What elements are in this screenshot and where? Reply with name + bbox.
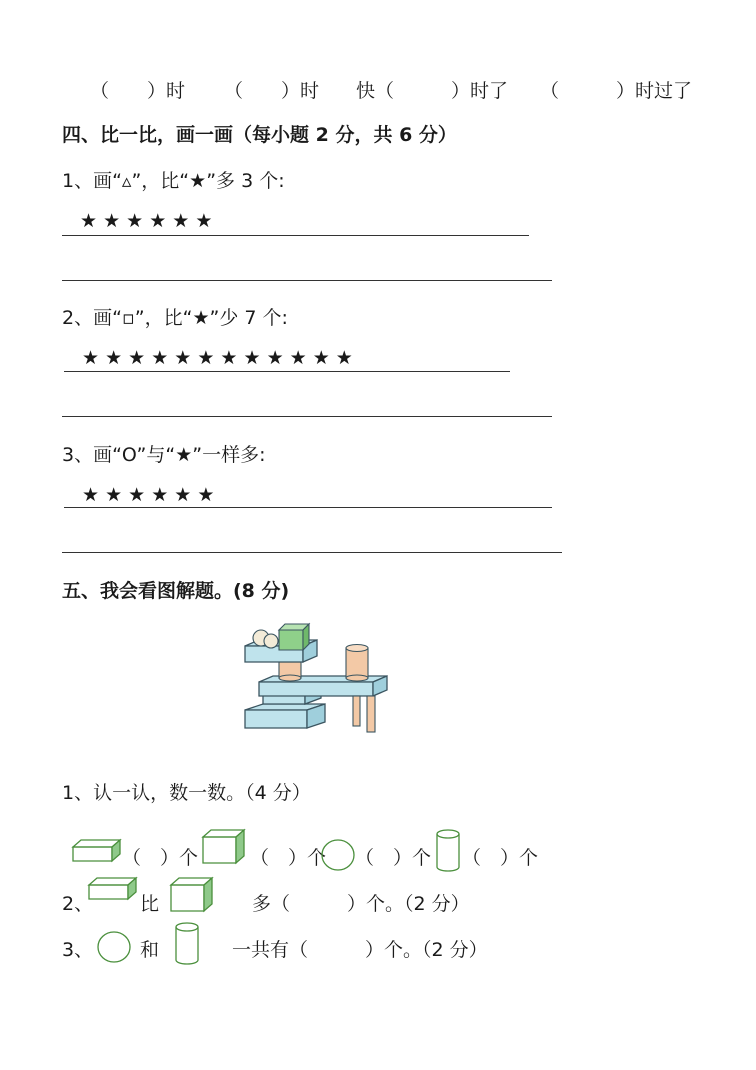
s5-q2-number: 2、 [62, 893, 94, 915]
s5-q2-compare: 比 [140, 893, 160, 915]
s4-q1-text: 1、画“▵”，比“★”多 3 个: [62, 170, 285, 192]
cube-icon [202, 829, 246, 865]
section4-heading: 四、比一比，画一画（每小题 2 分，共 6 分） [62, 124, 457, 146]
s5-q2-tail[interactable]: 多（ ）个。（2 分） [252, 893, 470, 915]
cube-icon [170, 877, 214, 913]
s5-q1-blank-a[interactable]: （ ）个 [122, 847, 199, 869]
s4-q2-stars: ★ ★ ★ ★ ★ ★ ★ ★ ★ ★ ★ ★ [82, 347, 353, 369]
cylinder-icon [174, 922, 200, 966]
s4-q2-star-line [64, 371, 510, 372]
sphere-icon [96, 930, 132, 964]
s4-q2-answer-line[interactable] [62, 416, 552, 417]
top-row-item-4: （ ）时过了 [540, 80, 693, 102]
section5-heading: 五、我会看图解题。(8 分) [62, 580, 290, 602]
s4-q3-star-line [64, 507, 552, 508]
cylinder-icon [435, 829, 461, 873]
s4-q1-star-line [62, 235, 529, 236]
s5-q1-blank-b[interactable]: （ ）个 [250, 847, 327, 869]
top-row-item-1: （ ）时 [90, 80, 186, 102]
s4-q3-text: 3、画“O”与“★”一样多: [62, 444, 266, 466]
s4-q3-stars: ★ ★ ★ ★ ★ ★ [82, 484, 215, 506]
cuboid-icon [88, 877, 138, 901]
cuboid-icon [72, 839, 122, 863]
s4-q3-answer-line[interactable] [62, 552, 562, 553]
s5-q1-blank-d[interactable]: （ ）个 [462, 847, 539, 869]
sphere-icon [320, 838, 356, 872]
s4-q2-text: 2、画“▫”，比“★”少 7 个: [62, 307, 288, 329]
top-row-item-2: （ ）时 [224, 80, 320, 102]
s5-q1-blank-c[interactable]: （ ）个 [355, 847, 432, 869]
blocks-illustration [243, 622, 393, 737]
s5-q3-tail[interactable]: 一共有（ ）个。（2 分） [232, 939, 488, 961]
top-row-item-3: 快（ ）时了 [356, 80, 509, 102]
s4-q1-answer-line[interactable] [62, 280, 552, 281]
s5-q3-and: 和 [140, 939, 160, 961]
s5-q3-number: 3、 [62, 939, 94, 961]
s4-q1-stars: ★ ★ ★ ★ ★ ★ [80, 210, 213, 232]
s5-q1-text: 1、认一认，数一数。（4 分） [62, 782, 311, 804]
